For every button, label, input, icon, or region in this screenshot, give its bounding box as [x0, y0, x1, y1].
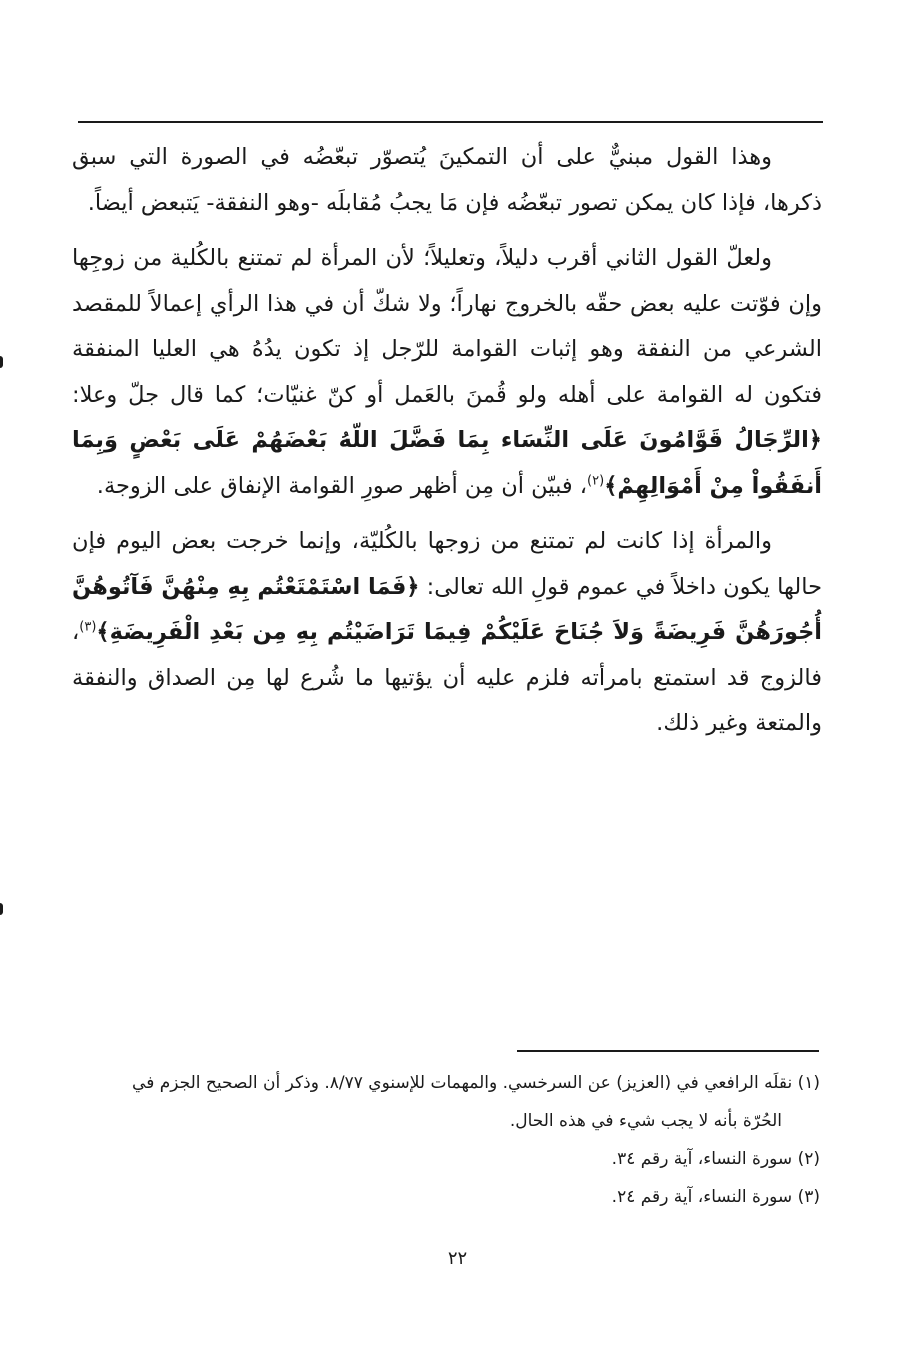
main-text — [72, 135, 822, 747]
page-edge-mark — [0, 903, 3, 915]
footnote-ref: (٣) — [79, 619, 97, 635]
footnote-text: (٢) سورة النساء، آية رقم ٣٤. — [611, 1149, 820, 1169]
quran-verse: ﴿فَمَا اسْتَمْتَعْتُم بِهِ مِنْهُنَّ فَآتُوهُنَّ أُجُورَهُنَّ فَرِيضَةً وَلاَ جُنَاحَ عَلَيْكُمْ فِيمَا تَرَاضَيْتُم بِهِ مِن بَعْدِ الْفَرِيضَةِ﴾ — [71, 573, 822, 645]
quran-verse: ﴿الرِّجَالُ قَوَّامُونَ عَلَى النِّسَاء بِمَا فَضَّلَ اللّهُ بَعْضَهُمْ عَلَى بَعْضٍ وَبِمَا أَنفَقُواْ مِنْ أَمْوَالِهِمْ﴾ — [72, 427, 822, 499]
footnote-item — [78, 1178, 820, 1216]
paragraph-text: ولعلّ القول الثاني أقرب دليلاً، وتعليلاً؛ لأن المرأة لم تمتنع بالكُلية من زوجِها وإن فوّتت عليه بعض حقّه بالخروج نهاراً؛ ولا شكّ أن في هذا الرأي إعمالاً للمقصد الشرعي من النفقة وهو إثبات القوامة للرّجل إذ تكون يدُهُ هي العليا المنفقة فتكون له القوامة على أهله ولو قُمنَ بالعَمل أو كنّ غنيّات؛ كما قال جلّ وعلا: — [72, 245, 822, 408]
paragraph — [72, 236, 822, 509]
footnotes — [78, 1064, 820, 1216]
footnote-text: الحُرّة بأنه لا يجب شيء في هذه الحال. — [509, 1111, 782, 1131]
footnote-item — [78, 1064, 820, 1102]
header-rule — [78, 121, 823, 123]
paragraph-text: والمرأة إذا كانت لم تمتنع من زوجها بالكُليّة، وإنما خرجت بعض اليوم فإن حالها يكون داخلاً في عموم قولِ الله تعالى: — [72, 528, 822, 600]
paragraph — [72, 519, 822, 747]
page-number: ٢٢ — [447, 1248, 468, 1269]
footnote-continuation — [78, 1102, 820, 1140]
paragraph-text: ، فالزوج قد استمتع بامرأته فلزم عليه أن يؤتيها ما شُرع لها مِن الصداق والنفقة والمتعة وغير ذلك. — [72, 619, 822, 736]
paragraph-text: ، فبيّن أن مِن أظهر صورِ القوامة الإنفاق على الزوجة. — [96, 472, 588, 499]
footnote-item — [78, 1140, 820, 1178]
paragraph-text: وهذا القول مبنيٌّ على أن التمكينَ يُتصوّر تبعّضُه في الصورة التي سبق ذكرها، فإذا كان يمكن تصور تبعّضُه فإن مَا يجبُ مُقابلَه -وهو النفقة- يَتبعض أيضاً. — [72, 144, 822, 216]
footnote-text: (١) نقلَه الرافعي في (العزيز) عن السرخسي. والمهمات للإسنوي ٨/٧٧. وذكر أن الصحيح الجزم في — [132, 1073, 820, 1093]
footnote-ref: (٢) — [587, 473, 605, 488]
page-edge-mark — [0, 356, 3, 368]
paragraph — [72, 135, 822, 226]
footnote-text: (٣) سورة النساء، آية رقم ٢٤. — [611, 1187, 820, 1207]
footnote-rule — [517, 1050, 819, 1052]
